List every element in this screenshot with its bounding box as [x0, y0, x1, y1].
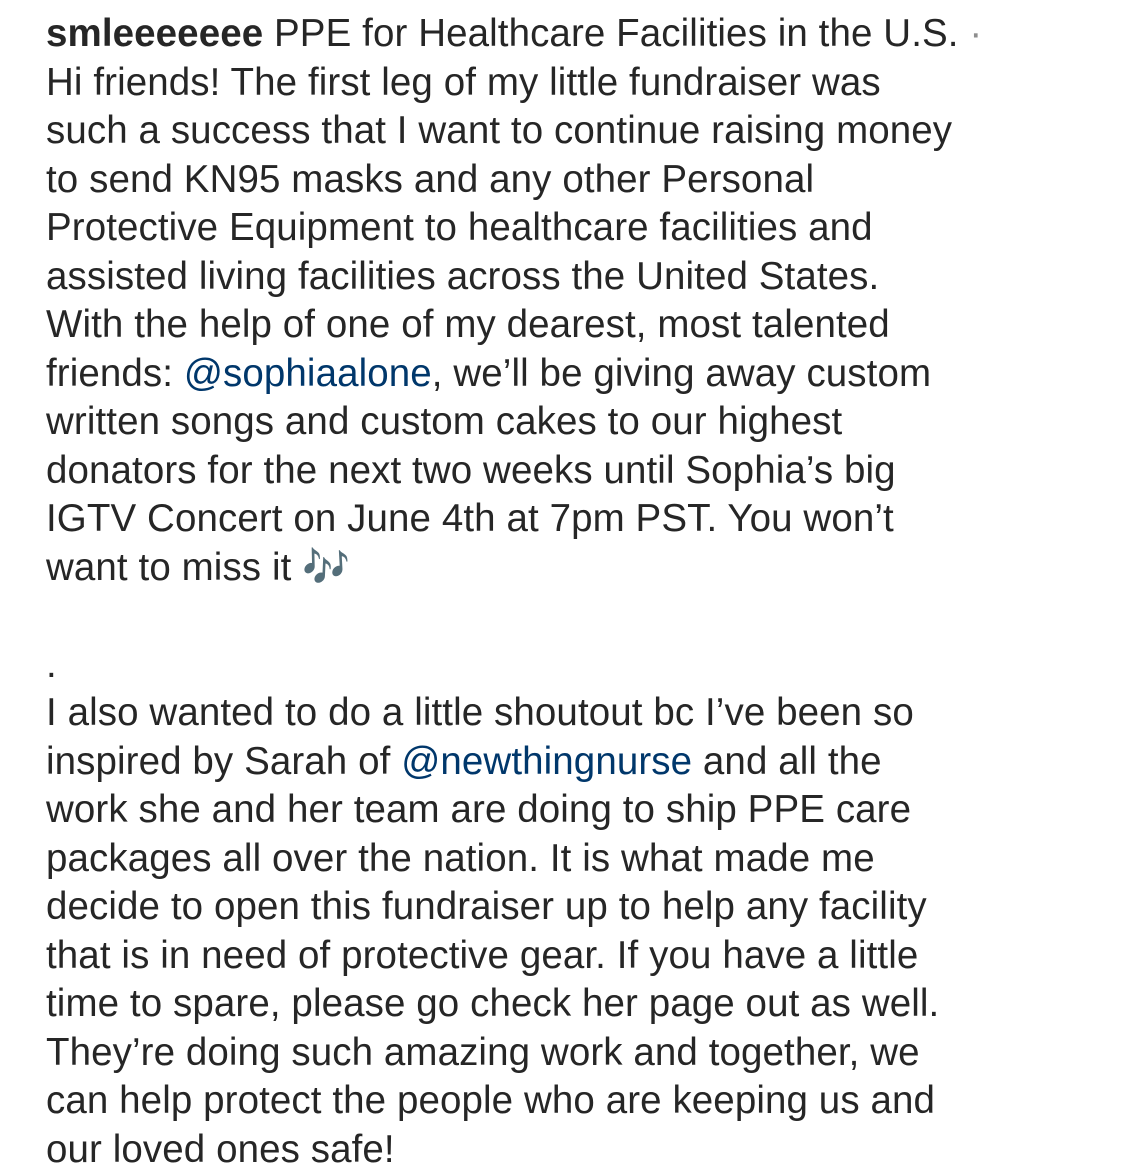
username-link[interactable]: smleeeeeee	[46, 12, 263, 55]
caption-line: work she and her team are doing to ship PPE care	[46, 786, 1106, 835]
caption-line: IGTV Concert on June 4th at 7pm PST. You won’t	[46, 495, 1106, 544]
caption-line: packages all over the nation. It is what made me	[46, 835, 1106, 884]
caption-text: , we’ll be giving away custom	[432, 352, 931, 395]
title-separator: ·	[959, 12, 983, 55]
caption-line: written songs and custom cakes to our highest	[46, 398, 1106, 447]
caption-text: friends:	[46, 352, 184, 395]
caption-line: time to spare, please go check her page out as well.	[46, 980, 1106, 1029]
paragraph-separator: .	[46, 641, 1106, 690]
caption-line: donators for the next two weeks until Sophia’s big	[46, 447, 1106, 496]
caption-line	[46, 544, 1106, 593]
caption-line: such a success that I want to continue raising money	[46, 107, 1106, 156]
caption-line: assisted living facilities across the United States.	[46, 253, 1106, 302]
caption-line: I also wanted to do a little shoutout bc I’ve been so	[46, 689, 1106, 738]
caption-text: inspired by Sarah of	[46, 740, 401, 783]
caption-line: Protective Equipment to healthcare facilities and	[46, 204, 1106, 253]
caption-line: With the help of one of my dearest, most talented	[46, 301, 1106, 350]
blank-line	[46, 592, 1106, 641]
caption-text: want to miss it	[46, 546, 302, 589]
caption-line	[46, 350, 1106, 399]
caption-line: They’re doing such amazing work and together, we	[46, 1029, 1106, 1078]
caption-line: decide to open this fundraiser up to help any facility	[46, 883, 1106, 932]
musical-notes-icon: 🎶	[302, 546, 350, 589]
caption-line	[46, 738, 1106, 787]
caption-line: that is in need of protective gear. If you have a little	[46, 932, 1106, 981]
caption-line: can help protect the people who are keeping us and	[46, 1077, 1106, 1126]
post-caption	[46, 10, 1106, 1174]
caption-header-line	[46, 10, 1106, 59]
caption-text: and all the	[692, 740, 882, 783]
mention-sophiaalone-link[interactable]: @sophiaalone	[184, 352, 432, 395]
post-title: PPE for Healthcare Facilities in the U.S.	[274, 12, 959, 55]
mention-newthingnurse-link[interactable]: @newthingnurse	[401, 740, 692, 783]
caption-line: to send KN95 masks and any other Personal	[46, 156, 1106, 205]
caption-line: our loved ones safe!	[46, 1126, 1106, 1174]
caption-line: Hi friends! The first leg of my little fundraiser was	[46, 59, 1106, 108]
